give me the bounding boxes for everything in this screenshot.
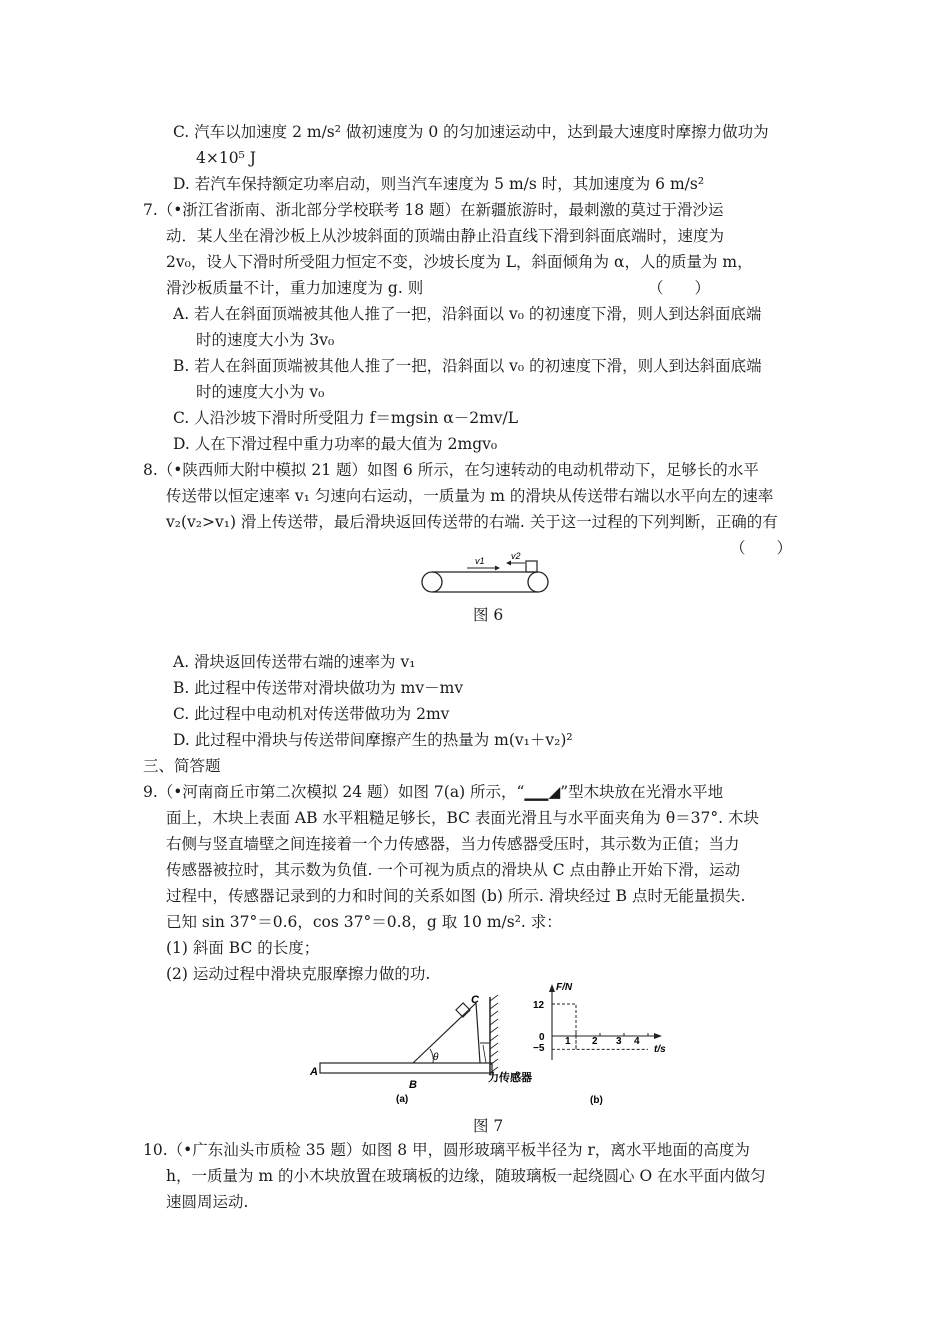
section-heading: 三、简答题 <box>143 757 221 775</box>
chart-x-tick-1: 1 <box>565 1036 571 1047</box>
sensor-pointer <box>483 1045 486 1063</box>
q8-stem-line3: v₂(v₂>v₁) 滑上传送带，最后滑块返回传送带的右端. 关于这一过程的下列判断，正确的有 <box>166 513 778 531</box>
chart-x-tick-2: 2 <box>592 1036 598 1047</box>
q7-stem-line2: 动．某人坐在滑沙板上从沙坡斜面的顶端由静止沿直线下滑到斜面底端时，速度为 <box>166 227 725 245</box>
q8-option-d: D. 此过程中滑块与传送带间摩擦产生的热量为 m(v₁＋v₂)² <box>173 731 573 749</box>
figure-7b-force-time-chart <box>528 976 678 1106</box>
q7-option-d: D. 人在下滑过程中重力功率的最大值为 2mgv₀ <box>173 435 498 453</box>
chart-x-label: t/s <box>654 1044 666 1055</box>
q9-subquestion-2: (2) 运动过程中滑块克服摩擦力做的功. <box>166 965 431 983</box>
chart-x-tick-3: 3 <box>616 1036 622 1047</box>
q9-stem-line3: 右侧与竖直墙壁之间连接着一个力传感器，当力传感器受压时，其示数为正值；当力 <box>166 835 740 853</box>
slider-block <box>526 561 537 572</box>
q7-option-a-line1: A. 若人在斜面顶端被其他人推了一把，沿斜面以 v₀ 的初速度下滑，则人到达斜面底端 <box>173 305 762 323</box>
chart-y-arrow <box>549 984 555 992</box>
label-sub-b: (b) <box>590 1095 603 1106</box>
chart-y-tick-neg5: −5 <box>533 1043 545 1054</box>
figure-6-conveyor <box>415 552 565 598</box>
label-force-sensor: 力传感器 <box>488 1072 532 1084</box>
q9-stem-line1: 9.（•河南商丘市第二次模拟 24 题）如图 7(a) 所示，“▁▁◢”型木块放在光滑水平地 <box>143 783 724 801</box>
q6-option-c-line1: C. 汽车以加速度 2 m/s² 做初速度为 0 的匀加速运动中，达到最大速度时摩擦力做功为 <box>173 123 769 141</box>
q8-answer-bracket: （ ） <box>730 539 793 557</box>
label-b: B <box>409 1079 417 1091</box>
wedge-horizontal-part <box>320 1063 492 1073</box>
q8-option-b: B. 此过程中传送带对滑块做功为 mv－mv <box>173 679 464 697</box>
incline-bc <box>413 1003 476 1063</box>
figure-7-caption: 图 7 <box>473 1117 504 1135</box>
label-a: A <box>310 1066 318 1078</box>
q7-option-c: C. 人沿沙坡下滑时所受阻力 f＝mgsin α－2mv/L <box>173 409 519 427</box>
label-c: C <box>471 994 479 1006</box>
chart-y-tick-0: 0 <box>539 1032 545 1043</box>
v2-arrowhead <box>506 561 511 566</box>
q9-stem-line5: 过程中，传感器记录到的力和时间的关系如图 (b) 所示. 滑块经过 B 点时无能量损失. <box>166 887 746 905</box>
q6-option-c-line2: 4×10⁵ J <box>196 149 256 167</box>
left-pulley <box>422 572 442 592</box>
q7-stem-line3: 2v₀，设人下滑时所受阻力恒定不变，沙坡长度为 L，斜面倾角为 α，人的质量为 m， <box>166 253 753 271</box>
q10-stem-line2: h，一质量为 m 的小木块放置在玻璃板的边缘，随玻璃板一起绕圆心 O 在水平面内做匀 <box>166 1167 766 1185</box>
v2-label: v2 <box>511 551 521 561</box>
chart-y-label: F/N <box>556 982 573 993</box>
figure-6-caption: 图 6 <box>473 606 504 624</box>
q7-option-b-line2: 时的速度大小为 v₀ <box>196 383 325 401</box>
q9-subquestion-1: (1) 斜面 BC 的长度； <box>166 939 320 957</box>
q7-option-a-line2: 时的速度大小为 3v₀ <box>196 331 335 349</box>
v1-arrowhead <box>495 566 500 571</box>
q6-option-d: D. 若汽车保持额定功率启动，则当汽车速度为 5 m/s 时，其加速度为 6 m/s² <box>173 175 705 193</box>
q8-option-c: C. 此过程中电动机对传送带做功为 2mv <box>173 705 450 723</box>
q9-stem-line2: 面上，木块上表面 AB 水平粗糙足够长，BC 表面光滑且与水平面夹角为 θ＝37°. 木块 <box>166 809 759 827</box>
figure-7a-wedge <box>308 645 532 1105</box>
q8-stem-line2: 传送带以恒定速率 v₁ 匀速向右运动，一质量为 m 的滑块从传送带右端以水平向左的速率 <box>166 487 774 505</box>
q7-stem-line4: 滑沙板质量不计，重力加速度为 g. 则 （ ） <box>166 279 710 297</box>
q8-stem-line1: 8.（•陕西师大附中模拟 21 题）如图 6 所示，在匀速转动的电动机带动下，足够长的水平 <box>143 461 759 479</box>
wall-hatching <box>490 995 498 1073</box>
q7-stem-line1: 7.（•浙江省浙南、浙北部分学校联考 18 题）在新疆旅游时，最刺激的莫过于滑沙运 <box>143 201 724 219</box>
chart-x-tick-4: 4 <box>634 1036 640 1047</box>
q9-stem-line4: 传感器被拉时，其示数为负值. 一个可视为质点的滑块从 C 点由静止开始下滑，运动 <box>166 861 741 879</box>
v1-label: v1 <box>475 556 485 566</box>
q10-stem-line1: 10.（•广东汕头市质检 35 题）如图 8 甲，圆形玻璃平板半径为 r，离水平地面的高度为 <box>143 1141 750 1159</box>
q8-option-a: A. 滑块返回传送带右端的速率为 v₁ <box>173 653 416 671</box>
q10-stem-line3: 速圆周运动. <box>166 1193 249 1211</box>
right-pulley <box>528 572 548 592</box>
chart-y-tick-12: 12 <box>533 1000 545 1011</box>
label-theta: θ <box>433 1052 439 1063</box>
q9-stem-line6: 已知 sin 37°＝0.6，cos 37°＝0.8，g 取 10 m/s². 求： <box>166 913 562 931</box>
chart-x-arrow <box>654 1033 662 1039</box>
label-sub-a: (a) <box>396 1094 409 1105</box>
wedge-right-side <box>476 1003 480 1063</box>
q7-option-b-line1: B. 若人在斜面顶端被其他人推了一把，沿斜面以 v₀ 的初速度下滑，则人到达斜面底端 <box>173 357 762 375</box>
